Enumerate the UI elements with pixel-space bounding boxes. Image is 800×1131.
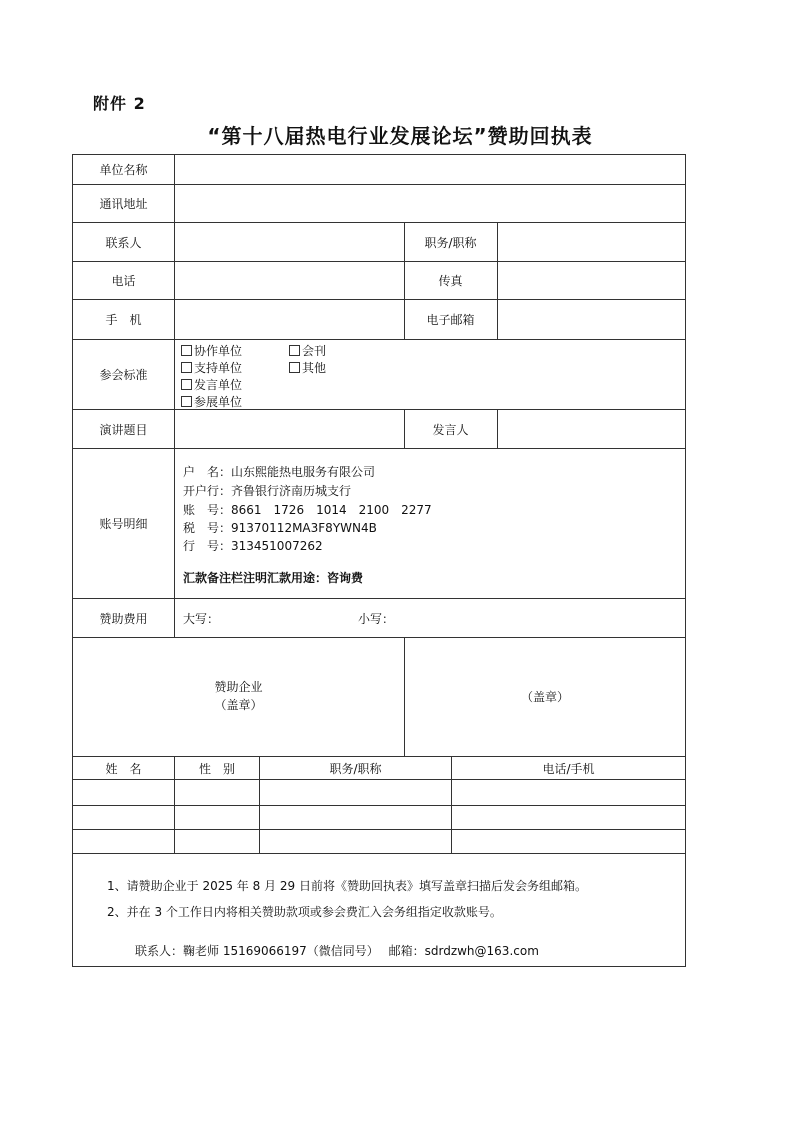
header-position: 职务/职称 bbox=[329, 761, 382, 776]
column-divider bbox=[174, 155, 175, 637]
account-label: 账号明细 bbox=[99, 517, 148, 531]
row-divider bbox=[73, 853, 685, 854]
bank-code: 行 号：313451007262 bbox=[183, 539, 323, 553]
fee-lower-label: 小写： bbox=[358, 612, 395, 626]
bank-account-number: 账 号：8661 1726 1014 2100 2277 bbox=[183, 503, 432, 517]
sponsorship-receipt-form bbox=[72, 154, 686, 967]
column-divider bbox=[497, 222, 498, 339]
row-divider bbox=[73, 829, 685, 830]
checkbox-icon[interactable] bbox=[289, 362, 300, 373]
bank-account-name: 户 名：山东熙能热电服务有限公司 bbox=[183, 465, 376, 479]
speech-topic-label: 演讲题目 bbox=[99, 422, 148, 437]
option-other[interactable]: 其他 bbox=[289, 359, 326, 376]
fee-label: 赞助费用 bbox=[99, 611, 148, 626]
checkbox-icon[interactable] bbox=[181, 362, 192, 373]
row-divider bbox=[73, 779, 685, 780]
checkbox-icon[interactable] bbox=[181, 345, 192, 356]
fee-upper-label: 大写： bbox=[183, 612, 220, 626]
email-label: 电子邮箱 bbox=[426, 313, 475, 327]
mobile-label: 手 机 bbox=[105, 313, 142, 327]
checkbox-icon[interactable] bbox=[181, 396, 192, 407]
fax-label: 传真 bbox=[438, 274, 463, 288]
form-title: “第十八届热电行业发展论坛”赞助回执表 bbox=[207, 124, 593, 148]
unit-name-label: 单位名称 bbox=[99, 163, 148, 177]
contact-label: 联系人 bbox=[105, 235, 142, 250]
tax-number: 税 号：91370112MA3F8YWN4B bbox=[183, 521, 377, 535]
position-label: 职务/职称 bbox=[424, 235, 477, 250]
note-1: 1、请赞助企业于 2025 年 8 月 29 日前将《赞助回执表》填写盖章扫描后发会务组邮箱。 bbox=[107, 879, 587, 893]
address-label: 通讯地址 bbox=[99, 197, 148, 211]
header-gender: 性 别 bbox=[198, 761, 235, 776]
attachment-label: 附件 2 bbox=[93, 94, 146, 113]
remittance-note: 汇款备注栏注明汇款用途：咨询费 bbox=[183, 571, 364, 585]
sponsor-seal-label: （盖章） bbox=[214, 697, 263, 712]
checkbox-icon[interactable] bbox=[181, 379, 192, 390]
row-divider bbox=[73, 637, 685, 638]
header-name: 姓 名 bbox=[105, 761, 142, 776]
bank-name: 开户行：齐鲁银行济南历城支行 bbox=[183, 484, 352, 498]
phone-label: 电话 bbox=[111, 274, 136, 288]
speaker-label: 发言人 bbox=[432, 422, 469, 437]
option-support[interactable]: 支持单位 bbox=[181, 359, 242, 376]
checkbox-icon[interactable] bbox=[289, 345, 300, 356]
row-divider bbox=[73, 805, 685, 806]
header-phone: 电话/手机 bbox=[542, 761, 595, 776]
option-cooperate[interactable]: 协作单位 bbox=[181, 342, 242, 359]
option-speaker-unit[interactable]: 发言单位 bbox=[181, 376, 242, 393]
option-exhibitor[interactable]: 参展单位 bbox=[181, 393, 242, 410]
option-journal[interactable]: 会刊 bbox=[289, 342, 326, 359]
column-divider bbox=[497, 409, 498, 448]
note-2: 2、并在 3 个工作日内将相关赞助款项或参会费汇入会务组指定收款账号。 bbox=[107, 905, 502, 919]
standard-label: 参会标准 bbox=[99, 368, 148, 382]
sponsor-company-label: 赞助企业 bbox=[214, 679, 263, 694]
seal-label: （盖章） bbox=[520, 689, 569, 704]
contact-info: 联系人：鞠老师 15169066197（微信同号） 邮箱：sdrdzwh@163.com bbox=[135, 944, 539, 958]
